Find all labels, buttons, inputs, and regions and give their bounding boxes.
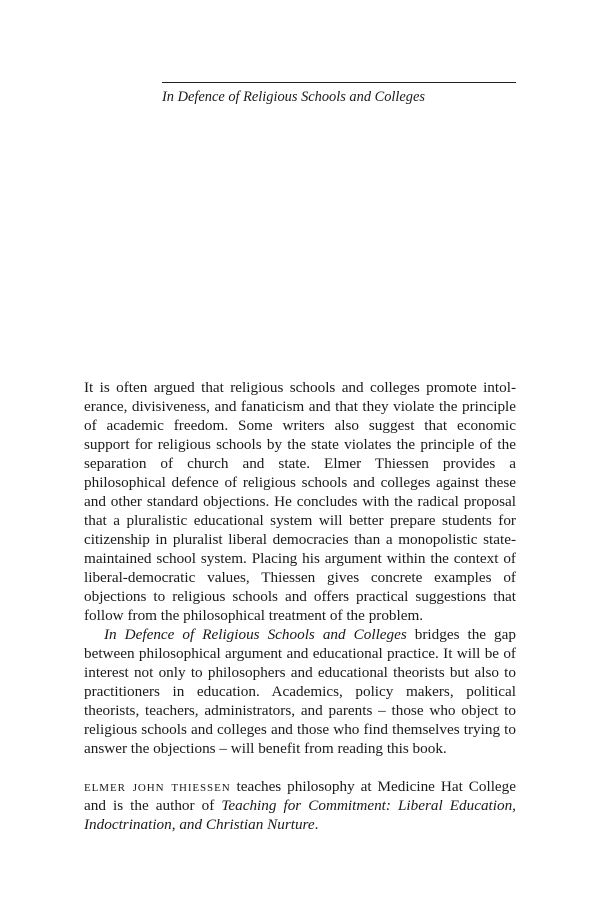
book-title: In Defence of Religious Schools and Colleges bbox=[104, 626, 407, 643]
back-cover-text bbox=[84, 378, 516, 834]
bio-text: teaches philosophy at Medicine Hat College and is the author of bbox=[84, 778, 516, 814]
header-rule bbox=[162, 82, 516, 83]
author-name: elmer john thiessen bbox=[84, 778, 231, 795]
running-head: In Defence of Religious Schools and Colleges bbox=[162, 89, 425, 105]
bio-text-end: . bbox=[314, 816, 319, 833]
description-paragraph-1: It is often argued that religious schools and colleges promote intolerance, divisiveness, and fanaticism and that they violate the principle of academic freedom. Some writers also suggest that economic support for religious schools by the state violates the principle of the separation of church and state. Elmer Thiessen provides a philosophical defence of religious schools and colleges against these and other standard objections. He concludes with the radical proposal that a pluralistic educational system will better prepare students for citizenship in pluralist liberal democracies than a monopolistic state-maintained school system. Placing his argument within the context of liberal-democratic values, Thiessen gives concrete examples of objections to religious schools and offers practical suggestions that follow from the philosophical treatment of the problem. bbox=[84, 379, 516, 624]
author-bio bbox=[84, 777, 516, 834]
description-paragraph-2 bbox=[84, 625, 516, 758]
paragraph-2-text: bridges the gap between philosophical argument and educational practice. It will be of interest not only to philosophers and educational theorists but also to practitioners in education. Academics, policy makers, political theorists, teachers, administrators, and parents – those who object to religious schools and colleges and those who find themselves trying to answer the objections – will benefit from reading this book. bbox=[84, 626, 516, 757]
author-book-title: Teaching for Commitment: Liberal Education, Indoctrination, and Christian Nurture bbox=[84, 797, 516, 833]
